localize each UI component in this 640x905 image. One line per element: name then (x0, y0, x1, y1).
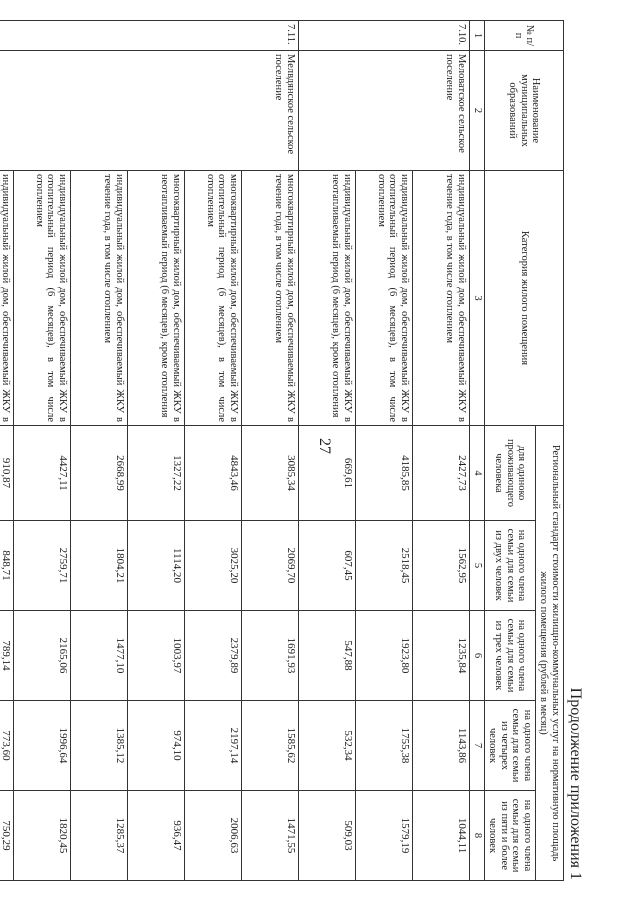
col-four-header: на одного члена семьи для семьи из четырех человек (485, 701, 536, 791)
value-four: 974,10 (128, 701, 185, 791)
col-single-header: для одиноко проживающего человека (485, 426, 536, 521)
table-row (242, 21, 299, 881)
value-three: 1477,10 (71, 611, 128, 701)
index-cell: 3 (470, 171, 485, 426)
index-cell: 2 (470, 51, 485, 171)
col-five-header: на одного члена семьи для семьи из пяти и более человек (485, 791, 536, 881)
housing-category: многоквартирный жилой дом, обеспечиваемый ЖКУ в неотапливаемый период (6 месяцев), кроме отопления (128, 171, 185, 426)
value-three: 2165,06 (14, 611, 71, 701)
housing-category: индивидуальный жилой дом, обеспечиваемый ЖКУ в течение года, в том числе отоплением (413, 171, 470, 426)
value-single: 2427,73 (413, 426, 470, 521)
value-three: 789,14 (0, 611, 14, 701)
value-four: 532,34 (299, 701, 356, 791)
index-cell: 4 (470, 426, 485, 521)
value-five: 1285,37 (71, 791, 128, 881)
value-five: 936,47 (128, 791, 185, 881)
col-two-header: на одного члена семьи для семьи из двух человек (485, 521, 536, 611)
value-two: 3025,20 (185, 521, 242, 611)
value-three: 1235,84 (413, 611, 470, 701)
value-single: 1327,22 (128, 426, 185, 521)
value-single: 2668,99 (71, 426, 128, 521)
value-two: 848,71 (0, 521, 14, 611)
value-three: 2379,89 (185, 611, 242, 701)
value-two: 2069,70 (242, 521, 299, 611)
value-single: 910,87 (0, 426, 14, 521)
value-five: 1471,55 (242, 791, 299, 881)
value-four: 1143,86 (413, 701, 470, 791)
value-four: 1385,12 (71, 701, 128, 791)
value-two: 2759,71 (14, 521, 71, 611)
value-three: 547,88 (299, 611, 356, 701)
value-two: 1562,95 (413, 521, 470, 611)
index-cell: 8 (470, 791, 485, 881)
value-four: 1755,38 (356, 701, 413, 791)
value-four: 2197,14 (185, 701, 242, 791)
value-single: 4185,85 (356, 426, 413, 521)
value-two: 1114,20 (128, 521, 185, 611)
index-cell: 5 (470, 521, 485, 611)
value-three: 1691,93 (242, 611, 299, 701)
value-two: 2518,45 (356, 521, 413, 611)
housing-category: индивидуальный жилой дом, обеспечиваемый ЖКУ в (0, 171, 14, 426)
index-cell: 7 (470, 701, 485, 791)
appendix-label: Продолжение приложения 1 (567, 687, 584, 880)
value-five: 509,03 (299, 791, 356, 881)
value-five: 750,29 (0, 791, 14, 881)
value-three: 1003,97 (128, 611, 185, 701)
index-row (470, 21, 485, 881)
municipality-name: Мелвдянское сельское поселение (0, 51, 299, 171)
value-five: 1579,19 (356, 791, 413, 881)
housing-cost-table (0, 20, 564, 881)
index-cell: 1 (470, 21, 485, 51)
housing-category: индивидуальный жилой дом, обеспечиваемый ЖКУ в отопительный период (6 месяцев), в том числе отоплением (356, 171, 413, 426)
housing-category: индивидуальный жилой дом, обеспечиваемый ЖКУ в течение года, в том числе отоплением (71, 171, 128, 426)
value-five: 1820,45 (14, 791, 71, 881)
table-row (413, 21, 470, 881)
value-five: 2006,63 (185, 791, 242, 881)
value-three: 1923,80 (356, 611, 413, 701)
municipality-name: Меловатское сельское поселение (299, 51, 470, 171)
value-two: 607,45 (299, 521, 356, 611)
row-number: 7.10. (299, 21, 470, 51)
rotated-page-content (0, 20, 584, 880)
value-five: 1044,11 (413, 791, 470, 881)
index-cell: 6 (470, 611, 485, 701)
value-single: 3085,34 (242, 426, 299, 521)
housing-category: многоквартирный жилой дом, обеспечиваемый ЖКУ в отопительный период (6 месяцев), в том числе отоплением (185, 171, 242, 426)
col-num-header: № п/п (485, 21, 564, 51)
page-number: 27 (316, 438, 333, 454)
housing-category: индивидуальный жилой дом, обеспечиваемый ЖКУ в отопительный период (6 месяцев), в том числе отоплением (14, 171, 71, 426)
value-single: 669,61 (299, 426, 356, 521)
housing-category: многоквартирный жилой дом, обеспечиваемый ЖКУ в течение года, в том числе отоплением (242, 171, 299, 426)
value-four: 1996,64 (14, 701, 71, 791)
header-row-1 (536, 21, 564, 881)
housing-category: индивидуальный жилой дом, обеспечиваемый ЖКУ в неотапливаемый период (6 месяцев), кроме отопления (299, 171, 356, 426)
col-category-header: Категория жилого помещения (485, 171, 564, 426)
value-two: 1804,21 (71, 521, 128, 611)
row-number: 7.11. (0, 21, 299, 51)
value-single: 4843,46 (185, 426, 242, 521)
value-four: 773,60 (0, 701, 14, 791)
value-four: 1585,62 (242, 701, 299, 791)
col-three-header: на одного члена семьи для семьи из трех человек (485, 611, 536, 701)
col-municipality-header: Наименование муниципальных образований (485, 51, 564, 171)
col-group-header: Региональный стандарт стоимости жилищно-коммунальных услуг на нормативную площадь жилого помещения (рублей в месяц) (536, 426, 564, 881)
value-single: 4427,11 (14, 426, 71, 521)
